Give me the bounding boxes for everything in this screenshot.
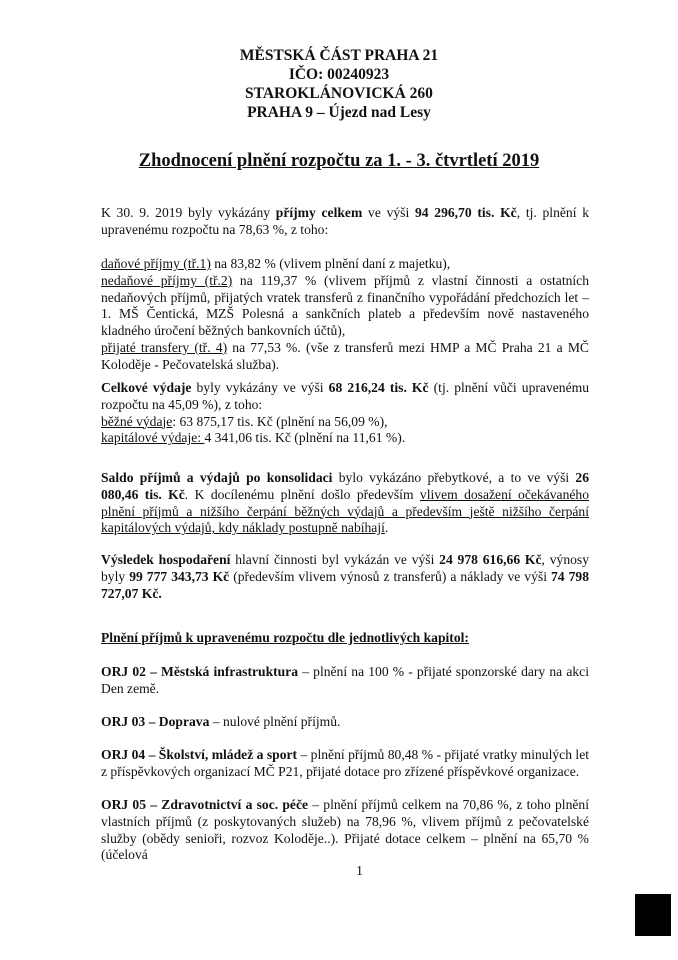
income-breakdown: [101, 256, 589, 374]
income-paragraph: [101, 205, 589, 239]
current-expenses-label: běžné výdaje: [101, 413, 173, 429]
text: K 30. 9. 2019 byly vykázány: [101, 205, 276, 220]
chapter-item: [101, 747, 589, 781]
income-total-label: příjmy celkem: [275, 205, 363, 220]
text: , tj. plnění k upravenému rozpočtu na 78,63 %, z toho:: [101, 205, 589, 237]
chapter-label: ORJ 05 – Zdravotnictví a soc. péče: [101, 797, 309, 812]
nontax-income-label: nedaňové příjmy (tř.2): [101, 272, 233, 288]
chapter-label: ORJ 04 – Školství, mládež a sport: [101, 747, 298, 762]
tax-income-label: daňové příjmy (tř.1): [101, 256, 211, 271]
text: 4 341,06 tis. Kč (plnění na 11,61 %).: [204, 430, 406, 446]
document-title: Zhodnocení plnění rozpočtu za 1. - 3. čtvrtletí 2019: [138, 151, 540, 171]
header-line: IČO: 00240923: [288, 66, 390, 83]
chapter-item: [101, 714, 589, 731]
chapter-label: ORJ 03 – Doprava: [101, 714, 210, 729]
text: na 119,37 % (vlivem příjmů z vlastní činnosti a ostatních nedaňových příjmů, přijatých vratek transferů z finančního vypořádání předchozích let – 1. MŠ Čentická, MZŠ Polesná a sankčních plateb a především nově nastaveného kladného úročení běžných bankovních účtů),: [101, 272, 590, 339]
header-line: MĚSTSKÁ ČÁST PRAHA 21: [239, 47, 439, 64]
text: (především vlivem výnosů z transferů) a náklady ve výši: [229, 568, 551, 584]
document-header: [0, 46, 678, 122]
text: – plnění příjmů celkem na 70,86 %, z toho plnění vlastních příjmů (z poskytovaných služeb) na 78,96 %, vlivem příjmů z pečovatelské služby (obědy senioři, rozvoz Koloděje..). Přijaté dotace celkem – plnění na 65,70 % (účelová: [101, 797, 589, 863]
transfers-label: přijaté transfery (tř. 4): [101, 339, 228, 355]
expenses-label: Celkové výdaje: [101, 380, 192, 395]
text: .: [384, 520, 389, 536]
text: (tj. plnění vůči upravenému rozpočtu na 45,09 %), z toho:: [101, 380, 589, 412]
result-paragraph: [101, 552, 589, 602]
text: na 77,53 %. (vše z transferů mezi HMP a MČ Praha 21 a MČ Koloděje - Pečovatelská služba).: [101, 339, 589, 372]
expenses-paragraph: [101, 380, 589, 447]
text: hlavní činnosti byl vykázán ve výši: [230, 552, 440, 567]
income-total-amount: 94 296,70 tis. Kč: [414, 205, 517, 220]
black-marker-square: [635, 894, 671, 936]
capital-expenses-label: kapitálové výdaje:: [101, 430, 205, 446]
text: byly vykázány ve výši: [191, 380, 329, 395]
chapters-heading: [101, 630, 589, 647]
revenue-amount: 99 777 343,73 Kč: [129, 568, 230, 584]
text: bylo vykázáno přebytkové, a to ve výši: [332, 470, 576, 485]
costs-amount: 74 798 727,07 Kč.: [101, 568, 590, 601]
text: – plnění příjmů 80,48 % - přijaté vratky minulých let z příspěvkových organizací MČ P21, přijaté dotace pro zřízené příspěvkové organizace.: [101, 747, 590, 779]
chapter-item: [101, 797, 589, 864]
text: – plnění na 100 % - přijaté sponzorské dary na akci Den země.: [101, 664, 589, 696]
text: , výnosy byly: [101, 552, 589, 584]
result-amount: 24 978 616,66 Kč: [439, 552, 542, 567]
text: . K docílenému plnění došlo především: [184, 486, 420, 502]
balance-amount: 26 080,46 tis. Kč: [101, 470, 589, 502]
text: ve výši: [362, 205, 415, 220]
text: – nulové plnění příjmů.: [209, 714, 341, 729]
text: vlivem dosažení očekávaného plnění příjmů a nižšího čerpání běžných výdajů a především ještě nižšího čerpání kapitálových výdajů, kdy náklady postupně nabíhají: [101, 486, 589, 536]
chapter-item: [101, 664, 589, 698]
balance-label: Saldo příjmů a výdajů po konsolidaci: [101, 470, 333, 485]
header-line: PRAHA 9 – Újezd nad Lesy: [247, 104, 431, 121]
header-line: STAROKLÁNOVICKÁ 260: [245, 85, 433, 102]
page-number: 1: [356, 864, 363, 879]
section-heading: Plnění příjmů k upravenému rozpočtu dle jednotlivých kapitol:: [101, 630, 469, 645]
text: : 63 875,17 tis. Kč (plnění na 56,09 %),: [172, 413, 388, 429]
expenses-amount: 68 216,24 tis. Kč: [328, 380, 429, 395]
chapter-label: ORJ 02 – Městská infrastruktura: [101, 664, 299, 679]
result-label: Výsledek hospodaření: [101, 552, 231, 567]
balance-paragraph: [101, 470, 589, 537]
text: na 83,82 % (vlivem plnění daní z majetku),: [210, 256, 451, 271]
